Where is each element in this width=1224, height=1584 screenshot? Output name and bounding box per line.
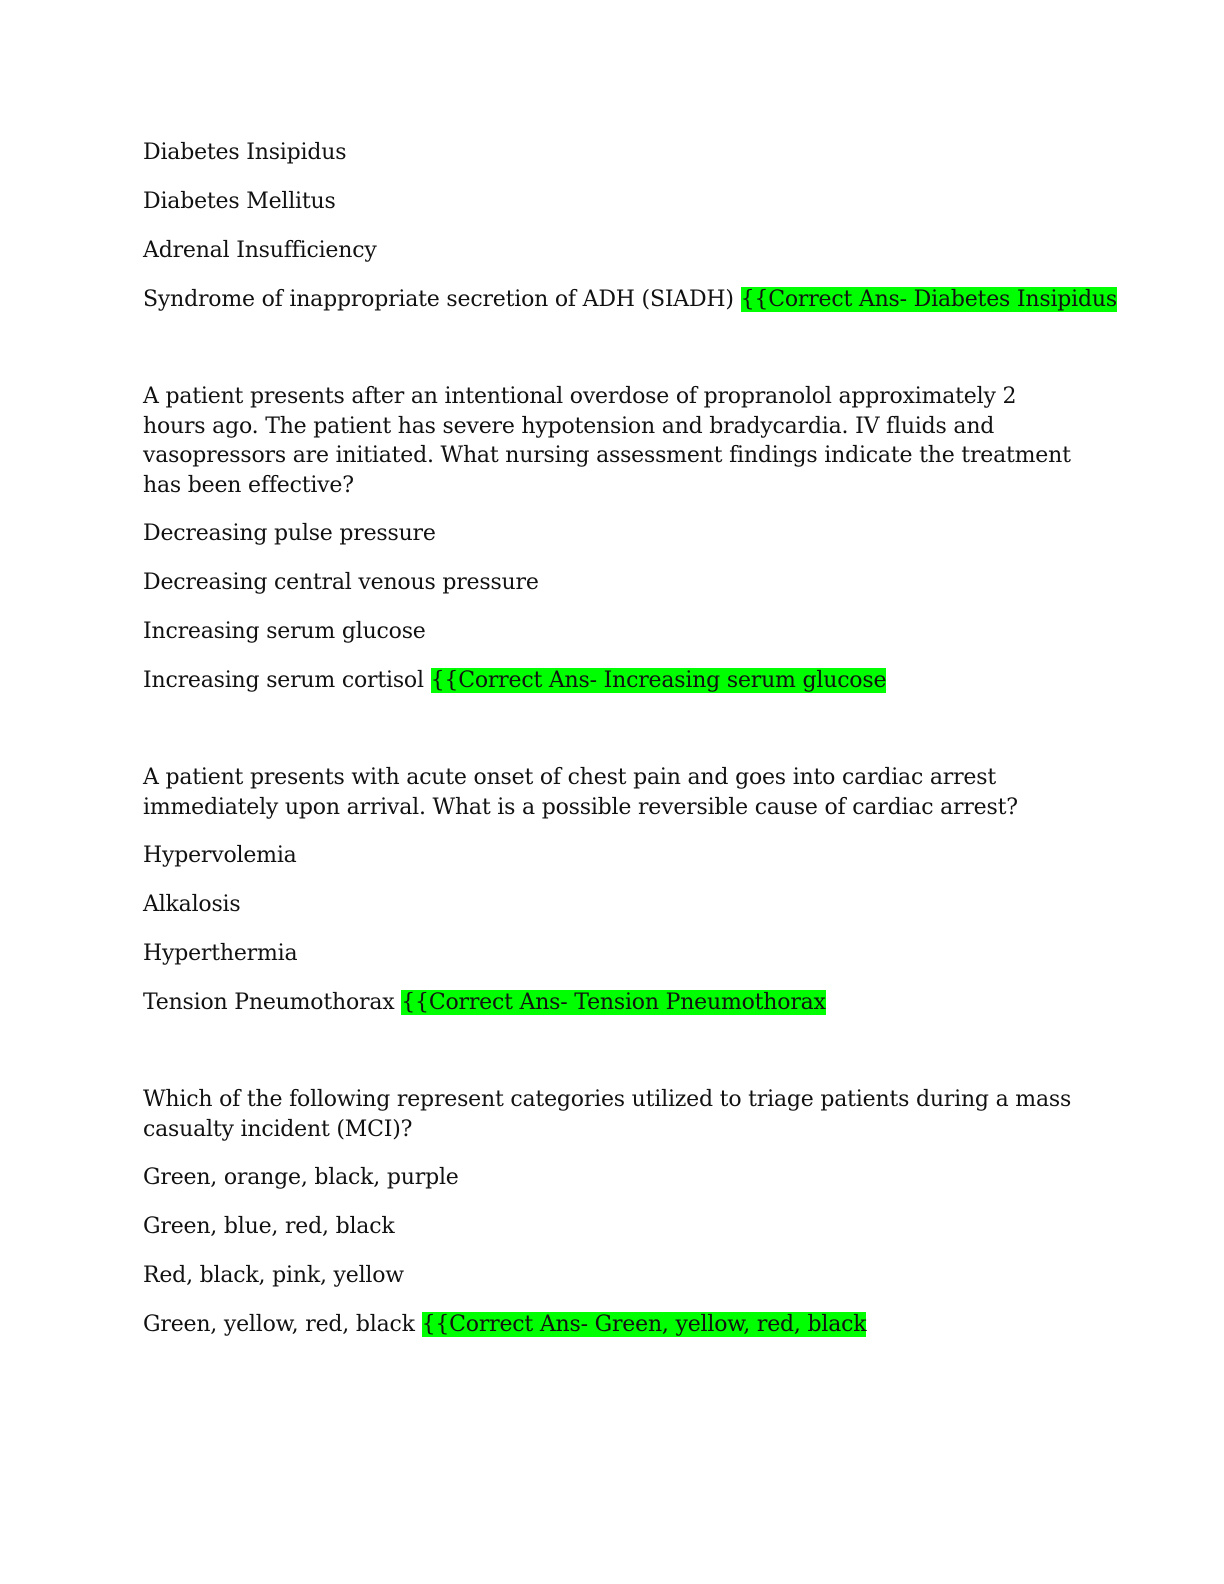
answer-option: Red, black, pink, yellow [143, 1263, 404, 1288]
correct-answer-highlight: {{Correct Ans- Diabetes Insipidus [740, 287, 1117, 312]
correct-answer-highlight: {{Correct Ans- Green, yellow, red, black [421, 1312, 867, 1337]
answer-option-last [143, 1310, 1073, 1340]
answer-option: Green, orange, black, purple [143, 1165, 459, 1190]
correct-answer-highlight: {{Correct Ans- Tension Pneumothorax [401, 990, 826, 1015]
question-text: A patient presents with acute onset of chest pain and goes into cardiac arrest immediately upon arrival. What is a possible reversible cause of cardiac arrest? [143, 765, 1018, 820]
answer-option-text: Tension Pneumothorax [143, 990, 395, 1015]
block-spacer [143, 334, 1073, 382]
answer-option-last [143, 988, 1073, 1018]
answer-option: Decreasing central venous pressure [143, 570, 539, 595]
document-content [143, 138, 1117, 1359]
question-block [143, 138, 1117, 315]
answer-option: Diabetes Insipidus [143, 140, 347, 165]
question-text: Which of the following represent categories utilized to triage patients during a mass casualty incident (MCI)? [143, 1087, 1072, 1142]
answer-option-last [143, 285, 1117, 315]
question-block [143, 382, 1073, 696]
block-spacer [143, 1037, 1073, 1085]
answer-option: Adrenal Insufficiency [143, 238, 377, 263]
answer-option: Alkalosis [143, 892, 241, 917]
correct-answer-highlight: {{Correct Ans- Increasing serum glucose [430, 668, 887, 693]
answer-option: Green, blue, red, black [143, 1214, 395, 1239]
answer-option-text: Green, yellow, red, black [143, 1312, 415, 1337]
answer-option: Decreasing pulse pressure [143, 521, 436, 546]
answer-option: Hypervolemia [143, 843, 297, 868]
question-text: A patient presents after an intentional overdose of propranolol approximately 2 hours ago. The patient has severe hypotension and bradycardia. IV fluids and vasopressors are initiated. What nursing assessment findings indicate the treatment has been effective? [143, 384, 1071, 498]
answer-option-last [143, 666, 1073, 696]
answer-option-text: Increasing serum cortisol [143, 668, 424, 693]
answer-option-text: Syndrome of inappropriate secretion of ADH (SIADH) [143, 287, 734, 312]
block-spacer [143, 715, 1073, 763]
answer-option: Diabetes Mellitus [143, 189, 336, 214]
answer-option: Increasing serum glucose [143, 619, 426, 644]
question-block [143, 1085, 1073, 1340]
question-block [143, 763, 1073, 1018]
answer-option: Hyperthermia [143, 941, 298, 966]
